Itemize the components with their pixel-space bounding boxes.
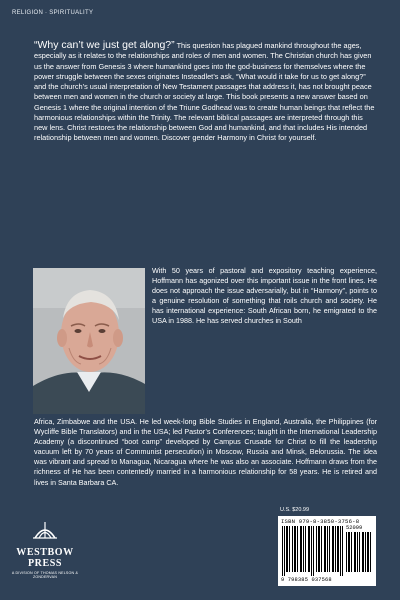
publisher-logo <box>6 520 84 580</box>
category-label: RELIGION · SPIRITUALITY <box>12 10 94 16</box>
westbow-crest-icon <box>32 520 58 540</box>
author-bio-top: With 50 years of pastoral and expository teaching experience, Hoffmann has agonized over this important issue in the front lines. He does not approach the issue adversarially, but in “Harmony”, points to a genuine resolution of something that roils church and society. He has international experience: South African born, he emigrated to the USA in 1988. He has served churches in South <box>152 266 377 326</box>
publisher-tagline: A DIVISION OF THOMAS NELSON & ZONDERVAN <box>11 571 79 580</box>
author-bio-bottom: Africa, Zimbabwe and the USA. He led week-long Bible Studies in England, Australia, the Philippines (for Wycliffe Bible Translators) and in the USA; led Pastor’s Conferences; taught in the International Leadership Academy (a discontinued “boot camp” developed by Campus Crusade for Christ to fill the leadership vacuum left by 70 years of Communist persecution) in Moscow, Russia and Minsk, Belorussia. The idea was vibrant and spread to Managua, Nicaragua where he was also an associate. Hoffmann draws from the richness of He has been contentedly married in a harmonious relationship for 58 years. He is retired and lives in Santa Barbara CA. <box>34 417 377 487</box>
blurb-text: This question has plagued mankind throughout the ages, especially as it relates to the relationships and roles of men and women. The Christian church has given us the answer from Genesis 3 where humankind goes into the god-business for themselves where the power struggle between the sexes originates Insteadlet’s ask, “What would it take for us to get along?” and the church’s usual interpretation of New Testament passages that address it, has not brought peace between men and women in the church or society at large. This book presents a new answer based on Genesis 1 where the original intention of the Triune Godhead was to create human beings that reflect the harmonious relationships within the Trinity. The relevant biblical passages are interpreted through this new lens. Christ restores the relationship between God and humankind, and that includes His intended relationship between men and women. Discover gender Harmony in Christ for yourself. <box>34 41 375 143</box>
isbn-label: ISBN 979-8-3850-3756-8 <box>281 518 360 525</box>
publisher-name: WESTBOW <box>16 547 74 558</box>
barcode-addon-digits: 52099 <box>346 525 363 531</box>
barcode-addon-bars <box>346 532 372 572</box>
isbn-barcode <box>278 516 376 586</box>
author-photo <box>33 268 145 414</box>
barcode-bars <box>281 526 345 576</box>
back-cover-blurb <box>34 40 378 144</box>
blurb-lead-question: “Why can’t we just get along?” <box>34 39 175 51</box>
price-label: U.S. $20.99 <box>280 507 310 513</box>
publisher-name-suffix: PRESS <box>27 558 63 569</box>
barcode-number: 9 798385 037568 <box>281 577 332 583</box>
